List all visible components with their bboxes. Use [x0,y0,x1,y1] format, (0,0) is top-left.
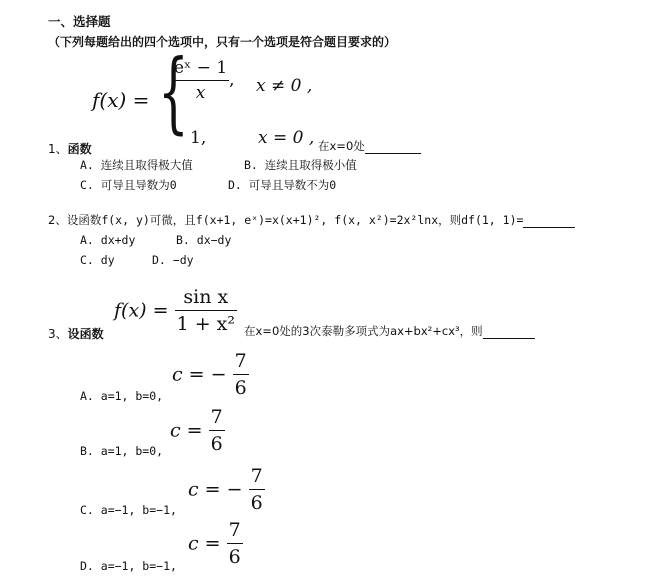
q1-stem-suffix: 在x=0处 [318,139,365,153]
q1-case1-fraction: $\frac{\text{eˣ − 1}}{x}$ , [174,58,235,103]
q2-answer-blank [523,215,575,228]
q2-option-c[interactable]: C. dy [80,253,115,267]
q1-case1-cond: x ≠ 0 , [256,76,313,96]
q3-func-den: 1 + x² [176,313,236,335]
q3-number: 3、 [48,327,68,341]
q3-func-num: sin x [183,286,229,308]
section-title: 一、选择题 [48,14,111,29]
q1-option-d[interactable]: D. 可导且导数不为0 [228,178,337,192]
q3-option-a[interactable]: A. a=1, b=0, [80,389,164,403]
q3-stem-prefix: 设函数 [67,327,104,341]
q1-case1-den: x [195,83,206,103]
q3-func [114,286,237,335]
q3-option-c[interactable]: C. a=−1, b=−1, [80,503,177,517]
q3-stem-suffix-line [244,323,535,339]
q3-option-d-c: c = $\frac{7}{6}$ [188,519,241,568]
q3-option-b[interactable]: B. a=1, b=0, [80,444,164,458]
q1-answer-blank [365,141,421,154]
q1-option-b[interactable]: B. 连续且取得极小值 [244,158,357,172]
q1-stem-prefix: 函数 [67,142,92,156]
q1-stem-suffix-line [318,138,421,154]
q2-number: 2、 [48,213,67,227]
q1-case2-val: 1, [190,128,207,148]
q2-option-a[interactable]: A. dx+dy [80,233,136,247]
q1-case1-num: eˣ − 1 [174,58,228,78]
instructions: （下列每题给出的四个选项中，只有一个选项是符合题目要求的） [48,35,397,49]
q3-stem [48,325,104,342]
q3-answer-blank [483,326,535,339]
q3-option-b-c: c = $\frac{7}{6}$ [170,406,223,455]
q1-func-lhs: f(x) = [92,88,150,112]
q1-option-a[interactable]: A. 连续且取得极大值 [80,158,193,172]
q2-stem-line [48,212,575,228]
q1-case2-cond: x = 0 , [258,128,315,148]
q2-stem: 设函数f(x, y)可微，且f(x+1, eˣ)=x(x+1)², f(x, x²)=2x²lnx，则df(1, 1)= [66,213,524,227]
q3-option-d[interactable]: D. a=−1, b=−1, [80,559,177,573]
q2-option-d[interactable]: D. −dy [152,253,194,267]
q3-func-lhs: f(x) = [114,299,169,322]
q2-option-b[interactable]: B. dx−dy [176,233,232,247]
q3-stem-suffix: 在x=0处的3次泰勒多项式为ax+bx²+cx³，则 [244,324,483,338]
q3-option-c-c: c = − $\frac{7}{6}$ [188,465,263,514]
q1-brace: { [158,40,189,143]
q1-option-c[interactable]: C. 可导且导数为0 [80,178,177,192]
q3-option-a-c: c = − $\frac{7}{6}$ [172,350,247,399]
q1-stem [48,140,92,157]
q1-number: 1、 [48,142,68,156]
